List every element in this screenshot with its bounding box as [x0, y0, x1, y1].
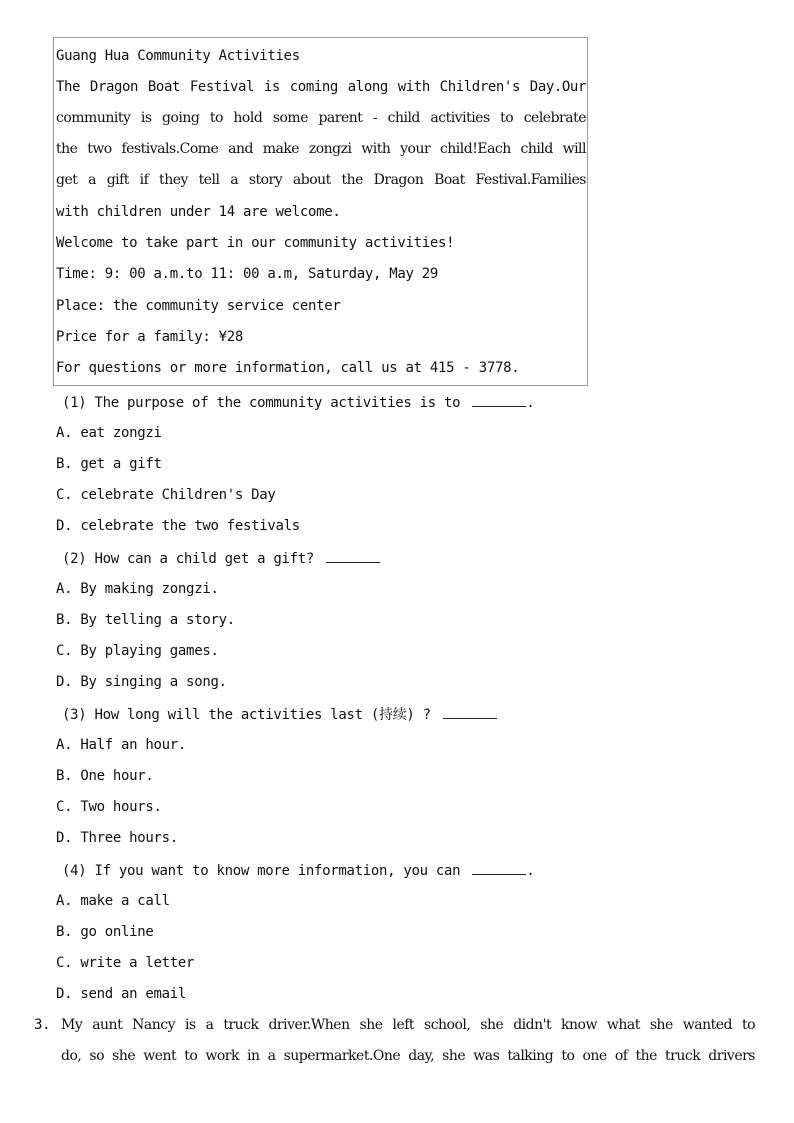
- notice-welcome: Welcome to take part in our community activities!: [56, 235, 455, 251]
- option-c: C. By playing games.: [56, 643, 219, 659]
- option-d: D. celebrate the two festivals: [56, 518, 300, 534]
- question-end: .: [526, 395, 535, 411]
- answer-blank[interactable]: [472, 392, 526, 407]
- option-b: B. One hour.: [56, 768, 154, 784]
- question-end: .: [526, 863, 535, 879]
- notice-paragraph-line: community is going to hold some parent - child activities to celebrate: [56, 110, 586, 126]
- option-b: B. get a gift: [56, 456, 162, 472]
- question-stem: [62, 860, 534, 880]
- notice-paragraph-line: The Dragon Boat Festival is coming along with Children's Day.Our: [56, 79, 586, 95]
- option-d: D. Three hours.: [56, 830, 178, 846]
- question-stem: [62, 704, 497, 724]
- question-stem-text: (1) The purpose of the community activities is to: [62, 395, 461, 411]
- question-stem: [62, 392, 534, 412]
- passage-line: do, so she went to work in a supermarket.One day, she was talking to one of the truck drivers: [61, 1048, 755, 1064]
- notice-time: Time: 9: 00 a.m.to 11: 00 a.m, Saturday, May 29: [56, 266, 439, 282]
- answer-blank[interactable]: [472, 860, 526, 875]
- notice-paragraph-line: get a gift if they tell a story about the Dragon Boat Festival.Families: [56, 172, 586, 188]
- option-d: D. send an email: [56, 986, 187, 1002]
- notice-paragraph-line: with children under 14 are welcome.: [56, 204, 341, 220]
- answer-blank[interactable]: [326, 548, 380, 563]
- option-c: C. write a letter: [56, 955, 195, 971]
- answer-blank[interactable]: [443, 704, 497, 719]
- notice-price: Price for a family: ¥28: [56, 329, 243, 345]
- passage-number: 3.: [34, 1017, 51, 1033]
- option-a: A. eat zongzi: [56, 425, 162, 441]
- option-c: C. Two hours.: [56, 799, 162, 815]
- question-stem-text: (2) How can a child get a gift?: [62, 551, 314, 567]
- notice-contact: For questions or more information, call us at 415 - 3778.: [56, 360, 520, 376]
- passage-line: My aunt Nancy is a truck driver.When she left school, she didn't know what she wanted to: [61, 1017, 755, 1033]
- option-b: B. go online: [56, 924, 154, 940]
- option-d: D. By singing a song.: [56, 674, 227, 690]
- option-a: A. By making zongzi.: [56, 581, 219, 597]
- question-stem-text: (3) How long will the activities last (持续) ?: [62, 707, 431, 723]
- notice-paragraph-line: the two festivals.Come and make zongzi with your child!Each child will: [56, 141, 586, 157]
- notice-title: Guang Hua Community Activities: [56, 48, 300, 64]
- option-a: A. make a call: [56, 893, 170, 909]
- question-stem: [62, 548, 380, 568]
- option-c: C. celebrate Children's Day: [56, 487, 276, 503]
- option-b: B. By telling a story.: [56, 612, 235, 628]
- option-a: A. Half an hour.: [56, 737, 187, 753]
- notice-place: Place: the community service center: [56, 298, 341, 314]
- question-stem-text: (4) If you want to know more information, you can: [62, 863, 461, 879]
